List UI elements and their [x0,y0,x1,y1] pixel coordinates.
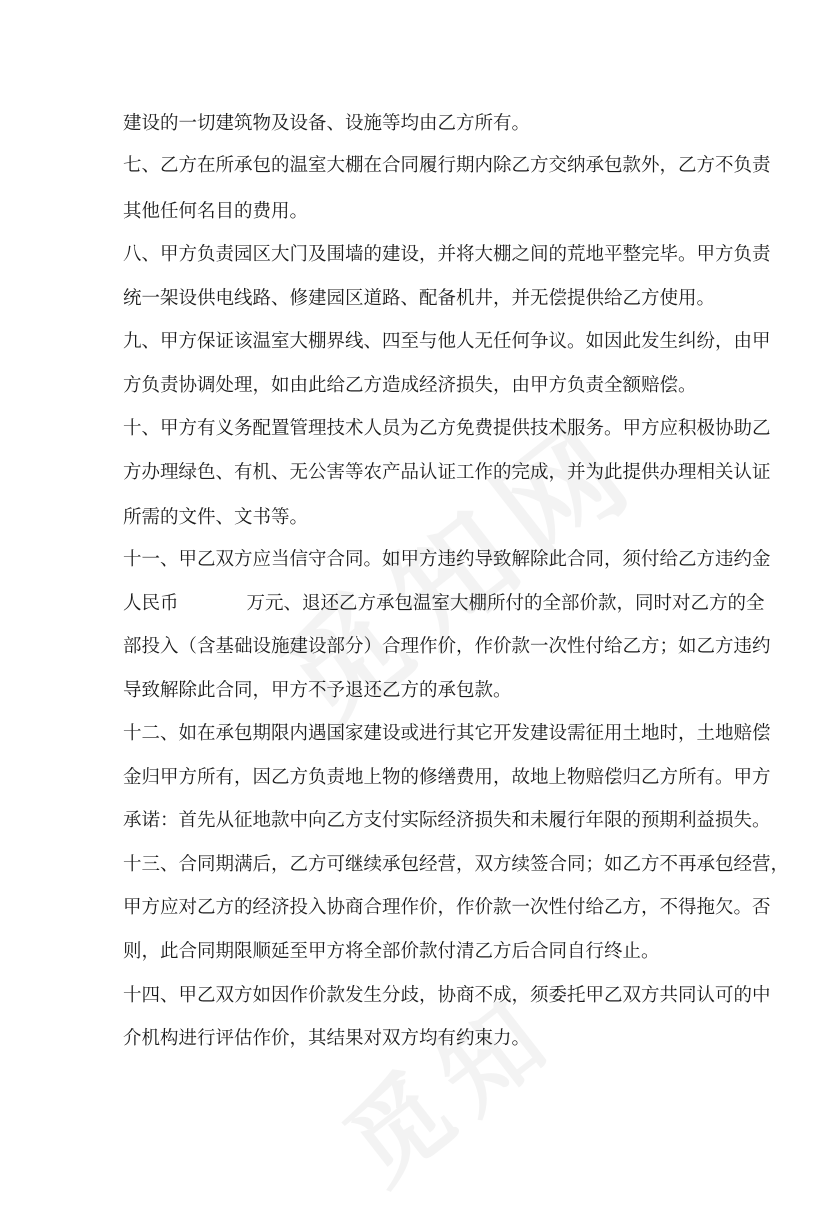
clause-11-line-2-rest: 万元、退还乙方承包温室大棚所付的全部价款，同时对乙方的全 [246,593,765,614]
clause-12-line-2: 金归甲方所有，因乙方负责地上物的修缮费用，故地上物赔偿归乙方所有。甲方 [123,767,771,788]
clause-14-line-2: 介机构进行评估作价，其结果对双方均有约束力。 [123,1028,531,1049]
clause-12-line-1: 十二、如在承包期限内遇国家建设或进行其它开发建设需征用土地时，土地赔偿 [123,723,771,744]
clause-11-line-1: 十一、甲乙双方应当信守合同。如甲方违约导致解除此合同，须付给乙方违约金 [123,549,771,570]
clause-14-line-1: 十四、甲乙双方如因作价款发生分歧，协商不成，须委托甲乙双方共同认可的中 [123,985,771,1006]
clause-9-line-2: 方负责协调处理，如由此给乙方造成经济损失，由甲方负责全额赔偿。 [123,375,697,396]
clause-8-line-1: 八、甲方负责园区大门及围墙的建设，并将大棚之间的荒地平整完毕。甲方负责 [123,244,771,265]
text-line: 建设的一切建筑物及设备、设施等均由乙方所有。 [123,113,531,134]
clause-9-line-1: 九、甲方保证该温室大棚界线、四至与他人无任何争议。如因此发生纠纷，由甲 [123,331,771,352]
clause-13-line-3: 则，此合同期限顺延至甲方将全部价款付清乙方后合同自行终止。 [123,941,660,962]
currency-label: 人民币 [123,593,179,614]
clause-13-line-2: 甲方应对乙方的经济投入协商合理作价，作价款一次性付给乙方，不得拖欠。否 [123,897,771,918]
clause-11-line-2 [123,593,765,615]
clause-10-line-3: 所需的文件、文书等。 [123,507,309,528]
clause-10-line-2: 方办理绿色、有机、无公害等农产品认证工作的完成，并为此提供办理相关认证 [123,462,771,483]
clause-12-line-3: 承诺：首先从征地款中向乙方支付实际经济损失和未履行年限的预期利益损失。 [123,810,771,831]
clause-10-line-1: 十、甲方有义务配置管理技术人员为乙方免费提供技术服务。甲方应积极协助乙 [123,418,771,439]
clause-8-line-2: 统一架设供电线路、修建园区道路、配备机井，并无偿提供给乙方使用。 [123,288,716,309]
clause-13-line-1: 十三、合同期满后，乙方可继续承包经营，双方续签合同；如乙方不再承包经营， [123,854,790,875]
clause-11-line-3: 部投入（含基础设施建设部分）合理作价，作价款一次性付给乙方；如乙方违约 [123,636,771,657]
clause-7-line-2: 其他任何名目的费用。 [123,201,309,222]
clause-11-line-4: 导致解除此合同，甲方不予退还乙方的承包款。 [123,680,512,701]
clause-7-line-1: 七、乙方在所承包的温室大棚在合同履行期内除乙方交纳承包款外，乙方不负责 [123,155,771,176]
